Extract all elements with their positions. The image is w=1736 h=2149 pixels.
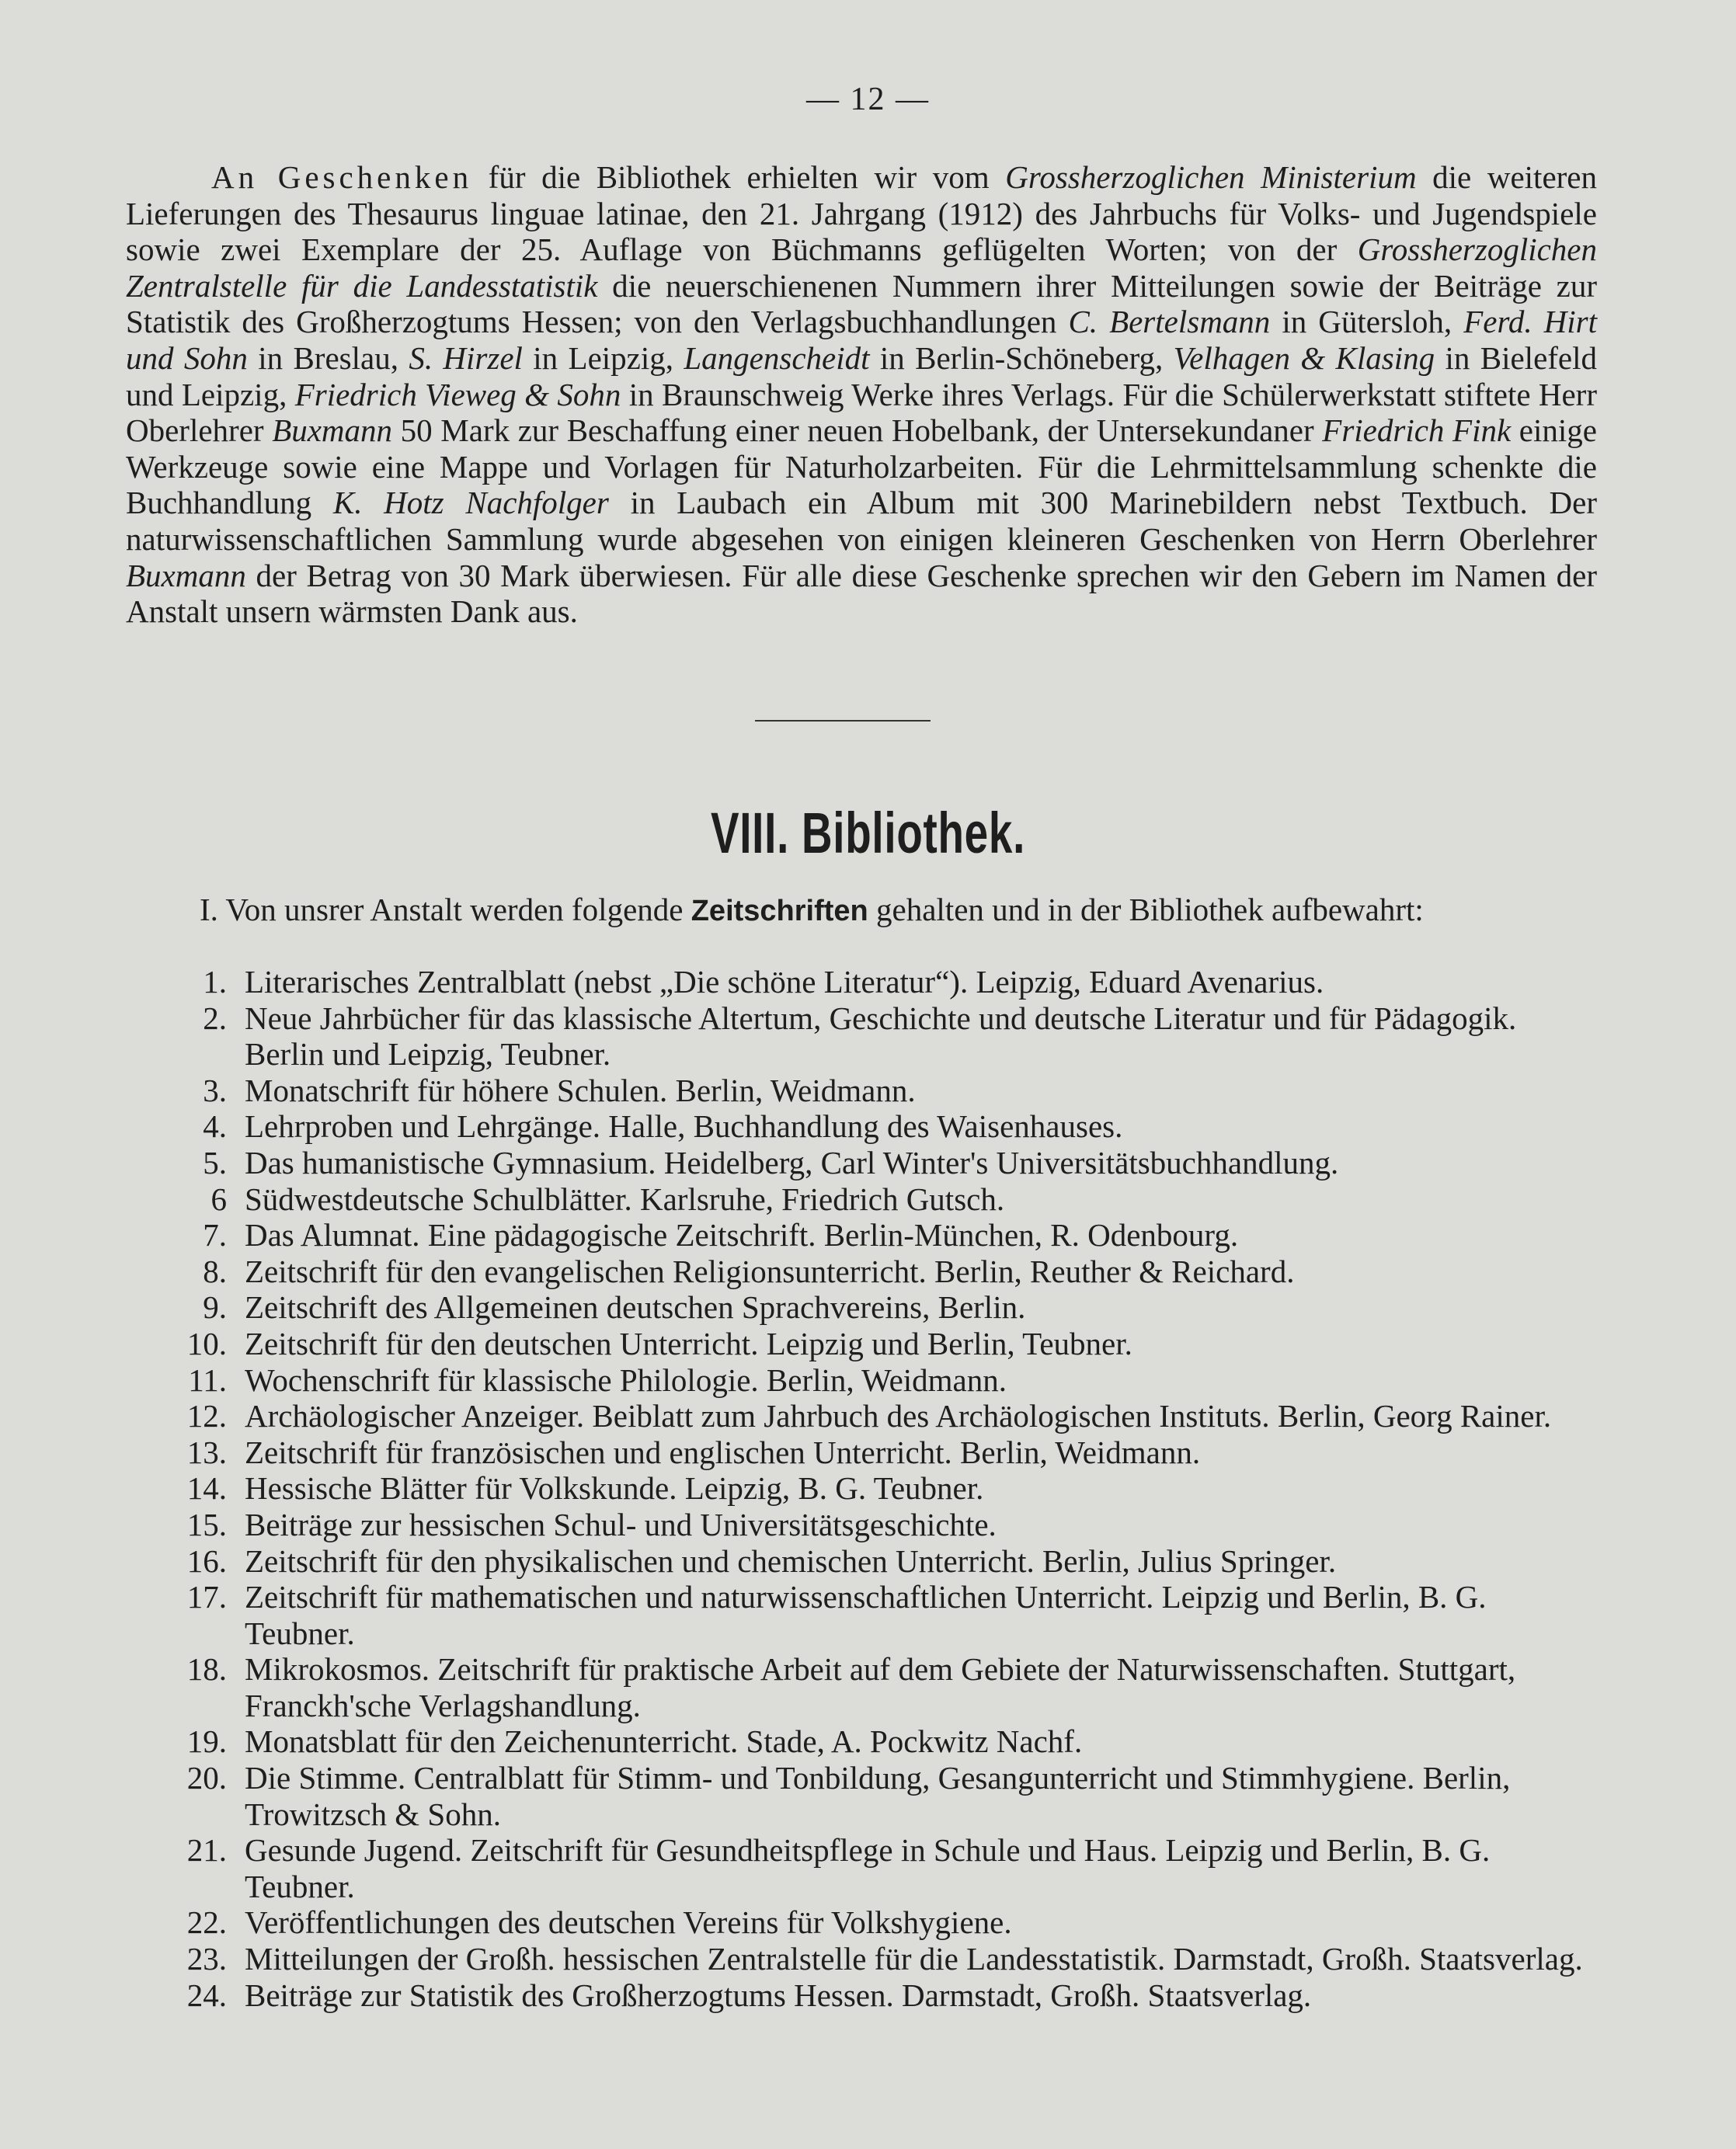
- italic-name: Friedrich Vieweg & Sohn: [294, 376, 621, 412]
- item-text: Das humanistische Gymnasium. Heidelberg, Carl Winter's Universitätsbuchhandlung.: [245, 1144, 1339, 1181]
- text-segment: einige Werkzeuge sowie eine Mappe und Vorlagen für Naturholzarbeiten. Für die Lehrmittelsammlung schenkte die Buchhandlung: [126, 412, 1597, 521]
- item-number: 17.: [186, 1579, 227, 1615]
- item-number: 2.: [203, 1000, 227, 1036]
- item-text: Zeitschrift für den physikalischen und chemischen Unterricht. Berlin, Julius Springer.: [245, 1542, 1337, 1579]
- item-text: Die Stimme. Centralblatt für Stimm- und Tonbildung, Gesangunterricht und Stimmhygiene. Berlin, Trowitzsch & Sohn.: [245, 1760, 1511, 1832]
- item-number: 19.: [186, 1723, 227, 1760]
- gifts-lead: An Geschenken: [211, 159, 473, 195]
- intro-bold: Zeitschriften: [691, 895, 868, 927]
- journal-item: [126, 1289, 1597, 1326]
- item-number: 14.: [186, 1470, 227, 1507]
- item-number: 10.: [186, 1325, 227, 1361]
- text-segment: die neuerschienenen Nummern ihrer Mitteilungen sowie der Beiträge zur Statistik des Großherzogtums Hessen; von den Verlagsbuchhandlungen: [126, 267, 1598, 340]
- italic-name: Friedrich Fink: [1322, 412, 1512, 449]
- journal-item: [126, 1254, 1597, 1290]
- text-segment: in Berlin-Schöneberg,: [869, 339, 1174, 376]
- intro-after: gehalten und in der Bibliothek aufbewahrt:: [868, 892, 1424, 927]
- item-number: 21.: [186, 1832, 227, 1869]
- section-heading: VIII. Bibliothek.: [710, 801, 1026, 865]
- item-number: 8.: [203, 1253, 227, 1289]
- item-number: 7.: [203, 1217, 227, 1254]
- journal-item: [126, 1723, 1597, 1760]
- italic-name: Ferd. Hirt und Sohn: [126, 304, 1597, 376]
- item-text: Monatschrift für höhere Schulen. Berlin, Weidmann.: [245, 1072, 916, 1108]
- journal-item: [126, 1073, 1597, 1109]
- journal-item: [126, 1470, 1597, 1507]
- intro-before: I. Von unsrer Anstalt werden folgende: [200, 892, 691, 927]
- journal-item: [126, 1000, 1597, 1073]
- italic-name: Buxmann: [126, 557, 246, 593]
- item-text: Neue Jahrbücher für das klassische Altertum, Geschichte und deutsche Literatur und für Pädagogik. Berlin und Leipzig, Teubner.: [245, 1000, 1517, 1073]
- journal-item: [126, 1145, 1597, 1181]
- journal-item: [126, 1941, 1597, 1977]
- item-text: Wochenschrift für klassische Philologie. Berlin, Weidmann.: [245, 1361, 1007, 1398]
- journal-item: [126, 1507, 1597, 1543]
- item-text: Monatsblatt für den Zeichenunterricht. Stade, A. Pockwitz Nachf.: [245, 1723, 1083, 1760]
- item-number: 20.: [186, 1760, 227, 1796]
- italic-name: Grossherzoglichen Ministerium: [1005, 159, 1417, 195]
- journal-item: [126, 1977, 1597, 2014]
- journal-list: [126, 964, 1597, 2013]
- item-text: Südwestdeutsche Schulblätter. Karlsruhe, Friedrich Gutsch.: [245, 1181, 1005, 1217]
- journal-item: [126, 1326, 1597, 1362]
- text-segment: in Leipzig,: [522, 339, 684, 376]
- item-text: Literarisches Zentralblatt (nebst „Die schöne Literatur“). Leipzig, Eduard Avenarius.: [245, 964, 1324, 1000]
- section-intro: [126, 892, 1597, 930]
- journal-item: [126, 1181, 1597, 1218]
- journal-item: [126, 1108, 1597, 1145]
- text-segment: 50 Mark zur Beschaffung einer neuen Hobelbank, der Untersekundaner: [392, 412, 1323, 449]
- item-text: Beiträge zur hessischen Schul- und Universitätsgeschichte.: [245, 1506, 997, 1542]
- italic-name: Grossherzoglichen Zentralstelle für die Landesstatistik: [126, 231, 1597, 304]
- journal-item: [126, 1651, 1597, 1723]
- item-text: Beiträge zur Statistik des Großherzogtums Hessen. Darmstadt, Großh. Staatsverlag.: [245, 1977, 1312, 2013]
- page-number: — 12 —: [806, 82, 930, 117]
- item-number: 6: [210, 1181, 227, 1217]
- item-number: 23.: [186, 1941, 227, 1977]
- italic-name: Langenscheidt: [684, 339, 870, 376]
- item-text: Mitteilungen der Großh. hessischen Zentralstelle für die Landesstatistik. Darmstadt, Großh. Staatsverlag.: [245, 1941, 1583, 1977]
- text-segment: die weiteren Lieferungen des Thesaurus linguae latinae, den 21. Jahrgang (1912) des Jahrbuchs für Volks- und Jugendspiele sowie zwei Exemplare der 25. Auflage von Büchmanns geflügelten Worten; von der: [126, 159, 1597, 268]
- item-number: 12.: [186, 1398, 227, 1434]
- item-number: 9.: [203, 1289, 227, 1326]
- item-text: Zeitschrift für französischen und englischen Unterricht. Berlin, Weidmann.: [245, 1434, 1201, 1470]
- italic-name: C. Bertelsmann: [1068, 304, 1271, 340]
- item-text: Zeitschrift für den deutschen Unterricht. Leipzig und Berlin, Teubner.: [245, 1325, 1132, 1361]
- item-text: Zeitschrift des Allgemeinen deutschen Sprachvereins, Berlin.: [245, 1289, 1026, 1326]
- item-text: Hessische Blätter für Volkskunde. Leipzig, B. G. Teubner.: [245, 1470, 984, 1507]
- item-text: Zeitschrift für den evangelischen Religionsunterricht. Berlin, Reuther & Reichard.: [245, 1253, 1295, 1289]
- item-number: 4.: [203, 1108, 227, 1145]
- section-divider: [755, 720, 931, 722]
- journal-item: [126, 1904, 1597, 1941]
- item-number: 18.: [186, 1651, 227, 1688]
- item-text: Das Alumnat. Eine pädagogische Zeitschrift. Berlin-München, R. Odenbourg.: [245, 1217, 1239, 1254]
- item-text: Gesunde Jugend. Zeitschrift für Gesundheitspflege in Schule und Haus. Leipzig und Berlin, B. G. Teubner.: [245, 1832, 1491, 1904]
- italic-name: S. Hirzel: [409, 339, 523, 376]
- item-number: 22.: [186, 1904, 227, 1941]
- journal-item: [126, 1434, 1597, 1471]
- item-number: 15.: [186, 1506, 227, 1542]
- journal-item: [126, 1362, 1597, 1399]
- text-segment: in Bielefeld und Leipzig,: [126, 339, 1598, 412]
- journal-item: [126, 964, 1597, 1000]
- text-segment: in Gütersloh,: [1270, 304, 1464, 340]
- text-segment: für die Bibliothek erhielten wir vom: [472, 159, 1006, 195]
- text-segment: in Laubach ein Album mit 300 Marinebildern nebst Textbuch. Der naturwissenschaftlichen Sammlung wurde abgesehen von einigen kleineren Geschenken von Herrn Oberlehrer: [126, 485, 1597, 557]
- text-segment: in Breslau,: [247, 339, 409, 376]
- item-number: 5.: [203, 1144, 227, 1181]
- text-segment: in Braunschweig Werke ihres Verlags. Für die Schülerwerkstatt stiftete Herr Oberlehrer: [126, 376, 1597, 449]
- journal-item: [126, 1543, 1597, 1580]
- item-number: 13.: [186, 1434, 227, 1470]
- gifts-body: [126, 159, 1597, 629]
- item-text: Veröffentlichungen des deutschen Vereins für Volkshygiene.: [245, 1904, 1012, 1941]
- text-segment: der Betrag von 30 Mark überwiesen. Für alle diese Geschenke sprechen wir den Gebern im Namen der Anstalt unsern wärmsten Dank aus.: [126, 557, 1597, 630]
- item-number: 3.: [203, 1072, 227, 1108]
- item-number: 1.: [203, 964, 227, 1000]
- item-text: Lehrproben und Lehrgänge. Halle, Buchhandlung des Waisenhauses.: [245, 1108, 1123, 1145]
- item-text: Archäologischer Anzeiger. Beiblatt zum Jahrbuch des Archäologischen Instituts. Berlin, Georg Rainer.: [245, 1398, 1552, 1434]
- item-text: Mikrokosmos. Zeitschrift für praktische Arbeit auf dem Gebiete der Naturwissenschaften. Stuttgart, Franckh'sche Verlagshandlung.: [245, 1651, 1516, 1723]
- journal-item: [126, 1217, 1597, 1254]
- item-number: 16.: [186, 1542, 227, 1579]
- item-number: 24.: [186, 1977, 227, 2013]
- italic-name: Velhagen & Klasing: [1173, 339, 1435, 376]
- italic-name: Buxmann: [272, 412, 393, 449]
- item-text: Zeitschrift für mathematischen und naturwissenschaftlichen Unterricht. Leipzig und Berlin, B. G. Teubner.: [245, 1579, 1487, 1651]
- gifts-paragraph: [126, 159, 1597, 630]
- journal-item: [126, 1832, 1597, 1904]
- journal-item: [126, 1398, 1597, 1434]
- italic-name: K. Hotz Nachfolger: [332, 485, 609, 521]
- journal-item: [126, 1579, 1597, 1651]
- item-number: 11.: [188, 1361, 227, 1398]
- journal-item: [126, 1760, 1597, 1832]
